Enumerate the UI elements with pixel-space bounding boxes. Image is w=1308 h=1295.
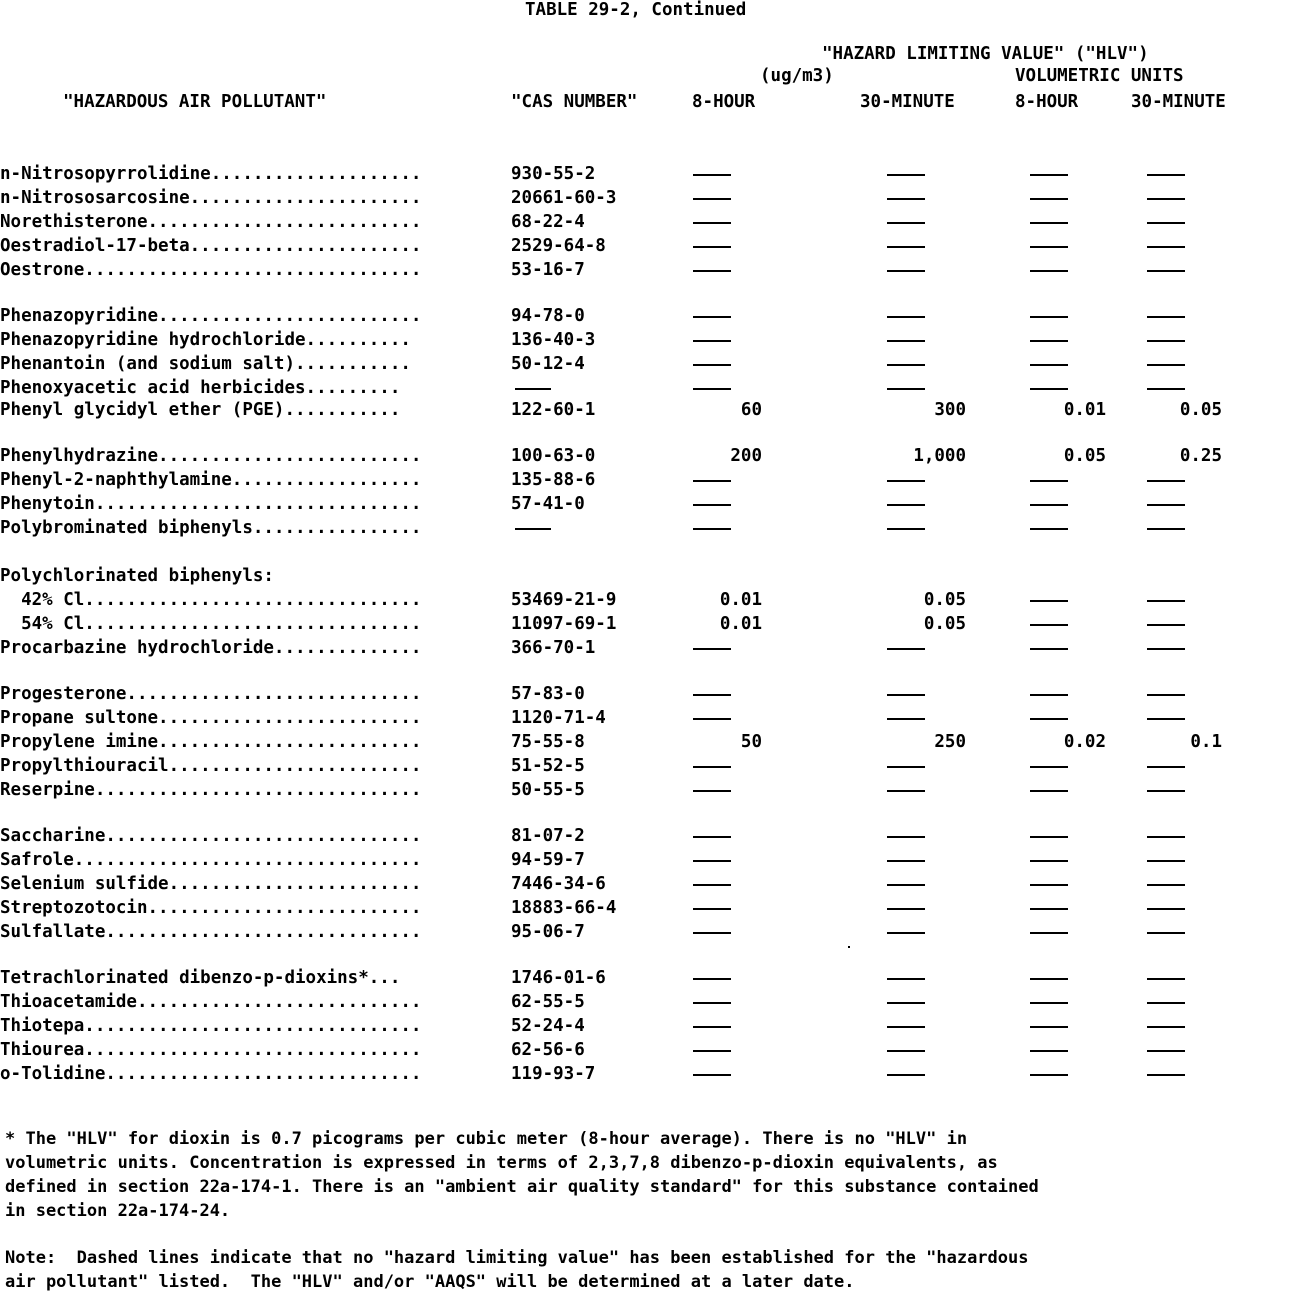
conc-8hour-dash xyxy=(693,340,731,342)
pollutant-name: 42% Cl................................ xyxy=(0,590,422,610)
conc-8hour-dash xyxy=(693,766,731,768)
conc-8hour-dash xyxy=(693,1002,731,1004)
vol-30min-dash xyxy=(1147,480,1185,482)
pollutant-name: Norethisterone.......................... xyxy=(0,212,422,232)
cas-number: 366-70-1 xyxy=(511,638,596,658)
vol-8hour-dash xyxy=(1030,480,1068,482)
vol-8hour-dash xyxy=(1030,932,1068,934)
pollutant-name: Propylthiouracil........................ xyxy=(0,756,422,776)
vol-30min-dash xyxy=(1147,340,1185,342)
vol-8hour-dash xyxy=(1030,766,1068,768)
vol-8hour-dash xyxy=(1030,388,1068,390)
conc-30min-value: 0.05 xyxy=(923,614,966,634)
conc-8hour-dash xyxy=(693,718,731,720)
conc-30min-value: 300 xyxy=(934,400,966,420)
vol-8hour-dash xyxy=(1030,1050,1068,1052)
pollutant-name: Selenium sulfide........................ xyxy=(0,874,422,894)
conc-30min-dash xyxy=(887,364,925,366)
conc-30min-dash xyxy=(887,908,925,910)
cas-number: 7446-34-6 xyxy=(511,874,606,894)
conc-30min-value: 250 xyxy=(934,732,966,752)
vol-8hour-dash xyxy=(1030,836,1068,838)
cas-number: 94-59-7 xyxy=(511,850,585,870)
cas-number: 62-56-6 xyxy=(511,1040,585,1060)
vol-8hour-dash xyxy=(1030,790,1068,792)
pollutant-name: Phenytoin............................... xyxy=(0,494,422,514)
cas-number: 122-60-1 xyxy=(511,400,596,420)
pollutant-header: "HAZARDOUS AIR POLLUTANT" xyxy=(63,92,327,112)
vol-30min-dash xyxy=(1147,174,1185,176)
cas-number: 50-12-4 xyxy=(511,354,585,374)
pollutant-name: Saccharine.............................. xyxy=(0,826,422,846)
cas-number: 930-55-2 xyxy=(511,164,596,184)
cas-dash xyxy=(515,388,551,390)
conc-30min-dash xyxy=(887,1050,925,1052)
pollutant-name: Streptozotocin.......................... xyxy=(0,898,422,918)
vol-30min-dash xyxy=(1147,648,1185,650)
conc-8hour-dash xyxy=(693,174,731,176)
vol-30min-dash xyxy=(1147,246,1185,248)
conc-30min-dash xyxy=(887,1002,925,1004)
vol-8hour-dash xyxy=(1030,222,1068,224)
conc-30min-dash xyxy=(887,198,925,200)
vol-30min-dash xyxy=(1147,1002,1185,1004)
conc-8hour-dash xyxy=(693,246,731,248)
conc-8hour-dash xyxy=(693,836,731,838)
conc-30min-dash xyxy=(887,528,925,530)
conc-30min-header: 30-MINUTE xyxy=(860,92,955,112)
conc-8hour-dash xyxy=(693,1050,731,1052)
vol-8hour-dash xyxy=(1030,340,1068,342)
pollutant-name: Phenazopyridine......................... xyxy=(0,306,422,326)
cas-number: 1120-71-4 xyxy=(511,708,606,728)
vol-8hour-dash xyxy=(1030,978,1068,980)
vol-30min-dash xyxy=(1147,978,1185,980)
vol-30min-dash xyxy=(1147,198,1185,200)
vol-8hour-dash xyxy=(1030,504,1068,506)
vol-30min-dash xyxy=(1147,836,1185,838)
vol-30min-dash xyxy=(1147,932,1185,934)
pollutant-name: Thiotepa................................ xyxy=(0,1016,422,1036)
note-line: Note: Dashed lines indicate that no "hazard limiting value" has been established for the "hazardous xyxy=(5,1248,1029,1268)
vol-8hour-header: 8-HOUR xyxy=(1015,92,1079,112)
conc-30min-dash xyxy=(887,694,925,696)
vol-30min-dash xyxy=(1147,1050,1185,1052)
conc-8hour-dash xyxy=(693,694,731,696)
conc-8hour-dash xyxy=(693,198,731,200)
vol-30min-dash xyxy=(1147,624,1185,626)
vol-30min-dash xyxy=(1147,790,1185,792)
vol-8hour-dash xyxy=(1030,1074,1068,1076)
volumetric-header: VOLUMETRIC UNITS xyxy=(1015,66,1184,86)
vol-8hour-dash xyxy=(1030,694,1068,696)
pollutant-name: Progesterone............................ xyxy=(0,684,422,704)
conc-30min-dash xyxy=(887,860,925,862)
vol-30min-dash xyxy=(1147,270,1185,272)
pollutant-name: Polychlorinated biphenyls: xyxy=(0,566,274,586)
pollutant-name: Phenyl glycidyl ether (PGE)........... xyxy=(0,400,401,420)
conc-30min-dash xyxy=(887,1074,925,1076)
pollutant-name: Phenantoin (and sodium salt)........... xyxy=(0,354,411,374)
conc-30min-dash xyxy=(887,790,925,792)
conc-8hour-dash xyxy=(693,528,731,530)
conc-30min-dash xyxy=(887,766,925,768)
conc-30min-dash xyxy=(887,388,925,390)
cas-number: 53469-21-9 xyxy=(511,590,617,610)
cas-number: 1746-01-6 xyxy=(511,968,606,988)
vol-30min-dash xyxy=(1147,222,1185,224)
vol-30min-dash xyxy=(1147,860,1185,862)
vol-8hour-dash xyxy=(1030,198,1068,200)
conc-30min-dash xyxy=(887,648,925,650)
cas-number: 119-93-7 xyxy=(511,1064,596,1084)
conc-30min-dash xyxy=(887,174,925,176)
cas-number: 57-41-0 xyxy=(511,494,585,514)
ug-m3-header: (ug/m3) xyxy=(760,66,834,86)
conc-8hour-value: 0.01 xyxy=(719,614,762,634)
vol-8hour-dash xyxy=(1030,1026,1068,1028)
conc-30min-dash xyxy=(887,1026,925,1028)
cas-number: 95-06-7 xyxy=(511,922,585,942)
conc-30min-dash xyxy=(887,246,925,248)
pollutant-name: Thiourea................................ xyxy=(0,1040,422,1060)
pollutant-name: Tetrachlorinated dibenzo-p-dioxins*... xyxy=(0,968,401,988)
cas-number: 94-78-0 xyxy=(511,306,585,326)
vol-30min-dash xyxy=(1147,504,1185,506)
vol-8hour-value: 0.02 xyxy=(1063,732,1106,752)
vol-30min-dash xyxy=(1147,528,1185,530)
conc-8hour-dash xyxy=(693,884,731,886)
vol-30min-dash xyxy=(1147,1074,1185,1076)
cas-number: 18883-66-4 xyxy=(511,898,617,918)
table-title: TABLE 29-2, Continued xyxy=(525,0,747,20)
cas-number: 136-40-3 xyxy=(511,330,596,350)
cas-number: 75-55-8 xyxy=(511,732,585,752)
conc-8hour-dash xyxy=(693,504,731,506)
vol-30min-dash xyxy=(1147,600,1185,602)
pollutant-name: Oestradiol-17-beta...................... xyxy=(0,236,422,256)
conc-8hour-dash xyxy=(693,1026,731,1028)
cas-number: 68-22-4 xyxy=(511,212,585,232)
conc-30min-dash xyxy=(887,222,925,224)
vol-30min-value: 0.05 xyxy=(1179,400,1222,420)
cas-dash xyxy=(515,528,551,530)
pollutant-name: Propylene imine......................... xyxy=(0,732,422,752)
cas-number: 135-88-6 xyxy=(511,470,596,490)
pollutant-name: Phenylhydrazine......................... xyxy=(0,446,422,466)
vol-8hour-dash xyxy=(1030,528,1068,530)
vol-30min-dash xyxy=(1147,884,1185,886)
conc-8hour-dash xyxy=(693,790,731,792)
conc-30min-value: 0.05 xyxy=(923,590,966,610)
pollutant-name: 54% Cl................................ xyxy=(0,614,422,634)
cas-number: 11097-69-1 xyxy=(511,614,617,634)
conc-8hour-dash xyxy=(693,316,731,318)
pollutant-name: Oestrone................................ xyxy=(0,260,422,280)
cas-number: 53-16-7 xyxy=(511,260,585,280)
conc-8hour-dash xyxy=(693,364,731,366)
conc-8hour-dash xyxy=(693,932,731,934)
conc-30min-dash xyxy=(887,978,925,980)
conc-30min-dash xyxy=(887,340,925,342)
note-line: air pollutant" listed. The "HLV" and/or "AAQS" will be determined at a later date. xyxy=(5,1272,855,1292)
vol-30min-header: 30-MINUTE xyxy=(1131,92,1226,112)
pollutant-name: Sulfallate.............................. xyxy=(0,922,422,942)
vol-30min-dash xyxy=(1147,1026,1185,1028)
vol-8hour-value: 0.05 xyxy=(1063,446,1106,466)
vol-8hour-value: 0.01 xyxy=(1063,400,1106,420)
vol-8hour-dash xyxy=(1030,246,1068,248)
cas-header: "CAS NUMBER" xyxy=(511,92,638,112)
vol-30min-dash xyxy=(1147,908,1185,910)
conc-30min-dash xyxy=(887,316,925,318)
vol-8hour-dash xyxy=(1030,316,1068,318)
conc-30min-dash xyxy=(887,836,925,838)
vol-8hour-dash xyxy=(1030,600,1068,602)
conc-8hour-dash xyxy=(693,270,731,272)
vol-30min-value: 0.25 xyxy=(1179,446,1222,466)
vol-8hour-dash xyxy=(1030,270,1068,272)
conc-30min-dash xyxy=(887,932,925,934)
vol-30min-value: 0.1 xyxy=(1190,732,1222,752)
vol-30min-dash xyxy=(1147,766,1185,768)
conc-8hour-dash xyxy=(693,388,731,390)
conc-8hour-dash xyxy=(693,648,731,650)
vol-30min-dash xyxy=(1147,388,1185,390)
conc-8hour-value: 200 xyxy=(730,446,762,466)
hlv-group-header: "HAZARD LIMITING VALUE" ("HLV") xyxy=(822,44,1149,64)
conc-8hour-value: 50 xyxy=(740,732,762,752)
vol-8hour-dash xyxy=(1030,624,1068,626)
conc-30min-dash xyxy=(887,718,925,720)
cas-number: 51-52-5 xyxy=(511,756,585,776)
conc-8hour-header: 8-HOUR xyxy=(692,92,756,112)
conc-8hour-value: 0.01 xyxy=(719,590,762,610)
conc-8hour-value: 60 xyxy=(740,400,762,420)
pollutant-name: Propane sultone......................... xyxy=(0,708,422,728)
pollutant-name: Thioacetamide........................... xyxy=(0,992,422,1012)
footnote-line: volumetric units. Concentration is expressed in terms of 2,3,7,8 dibenzo-p-dioxin equivalents, as xyxy=(5,1153,998,1173)
footnote-line: in section 22a-174-24. xyxy=(5,1201,231,1221)
vol-8hour-dash xyxy=(1030,364,1068,366)
vol-30min-dash xyxy=(1147,316,1185,318)
conc-30min-dash xyxy=(887,884,925,886)
vol-8hour-dash xyxy=(1030,174,1068,176)
conc-8hour-dash xyxy=(693,860,731,862)
vol-8hour-dash xyxy=(1030,1002,1068,1004)
vol-8hour-dash xyxy=(1030,884,1068,886)
vol-8hour-dash xyxy=(1030,648,1068,650)
cas-number: 50-55-5 xyxy=(511,780,585,800)
vol-30min-dash xyxy=(1147,694,1185,696)
cas-number: 52-24-4 xyxy=(511,1016,585,1036)
conc-30min-value: 1,000 xyxy=(913,446,966,466)
pollutant-name: Safrole................................. xyxy=(0,850,422,870)
conc-30min-dash xyxy=(887,270,925,272)
stray-dot xyxy=(848,946,850,948)
conc-8hour-dash xyxy=(693,222,731,224)
cas-number: 100-63-0 xyxy=(511,446,596,466)
vol-8hour-dash xyxy=(1030,908,1068,910)
pollutant-name: n-Nitrososarcosine...................... xyxy=(0,188,422,208)
cas-number: 62-55-5 xyxy=(511,992,585,1012)
conc-30min-dash xyxy=(887,504,925,506)
pollutant-name: Phenyl-2-naphthylamine.................. xyxy=(0,470,422,490)
conc-30min-dash xyxy=(887,480,925,482)
vol-30min-dash xyxy=(1147,364,1185,366)
vol-8hour-dash xyxy=(1030,718,1068,720)
pollutant-name: n-Nitrosopyrrolidine.................... xyxy=(0,164,422,184)
cas-number: 20661-60-3 xyxy=(511,188,617,208)
pollutant-name: Phenoxyacetic acid herbicides......... xyxy=(0,378,401,398)
pollutant-name: Phenazopyridine hydrochloride.......... xyxy=(0,330,411,350)
cas-number: 81-07-2 xyxy=(511,826,585,846)
pollutant-name: Reserpine............................... xyxy=(0,780,422,800)
footnote-line: defined in section 22a-174-1. There is an "ambient air quality standard" for this substance contained xyxy=(5,1177,1039,1197)
conc-8hour-dash xyxy=(693,908,731,910)
conc-8hour-dash xyxy=(693,1074,731,1076)
cas-number: 57-83-0 xyxy=(511,684,585,704)
pollutant-name: Polybrominated biphenyls................ xyxy=(0,518,422,538)
vol-8hour-dash xyxy=(1030,860,1068,862)
pollutant-name: Procarbazine hydrochloride.............. xyxy=(0,638,422,658)
pollutant-name: o-Tolidine.............................. xyxy=(0,1064,422,1084)
conc-8hour-dash xyxy=(693,978,731,980)
conc-8hour-dash xyxy=(693,480,731,482)
vol-30min-dash xyxy=(1147,718,1185,720)
cas-number: 2529-64-8 xyxy=(511,236,606,256)
footnote-line: * The "HLV" for dioxin is 0.7 picograms per cubic meter (8-hour average). There is no "HLV" in xyxy=(5,1129,968,1149)
